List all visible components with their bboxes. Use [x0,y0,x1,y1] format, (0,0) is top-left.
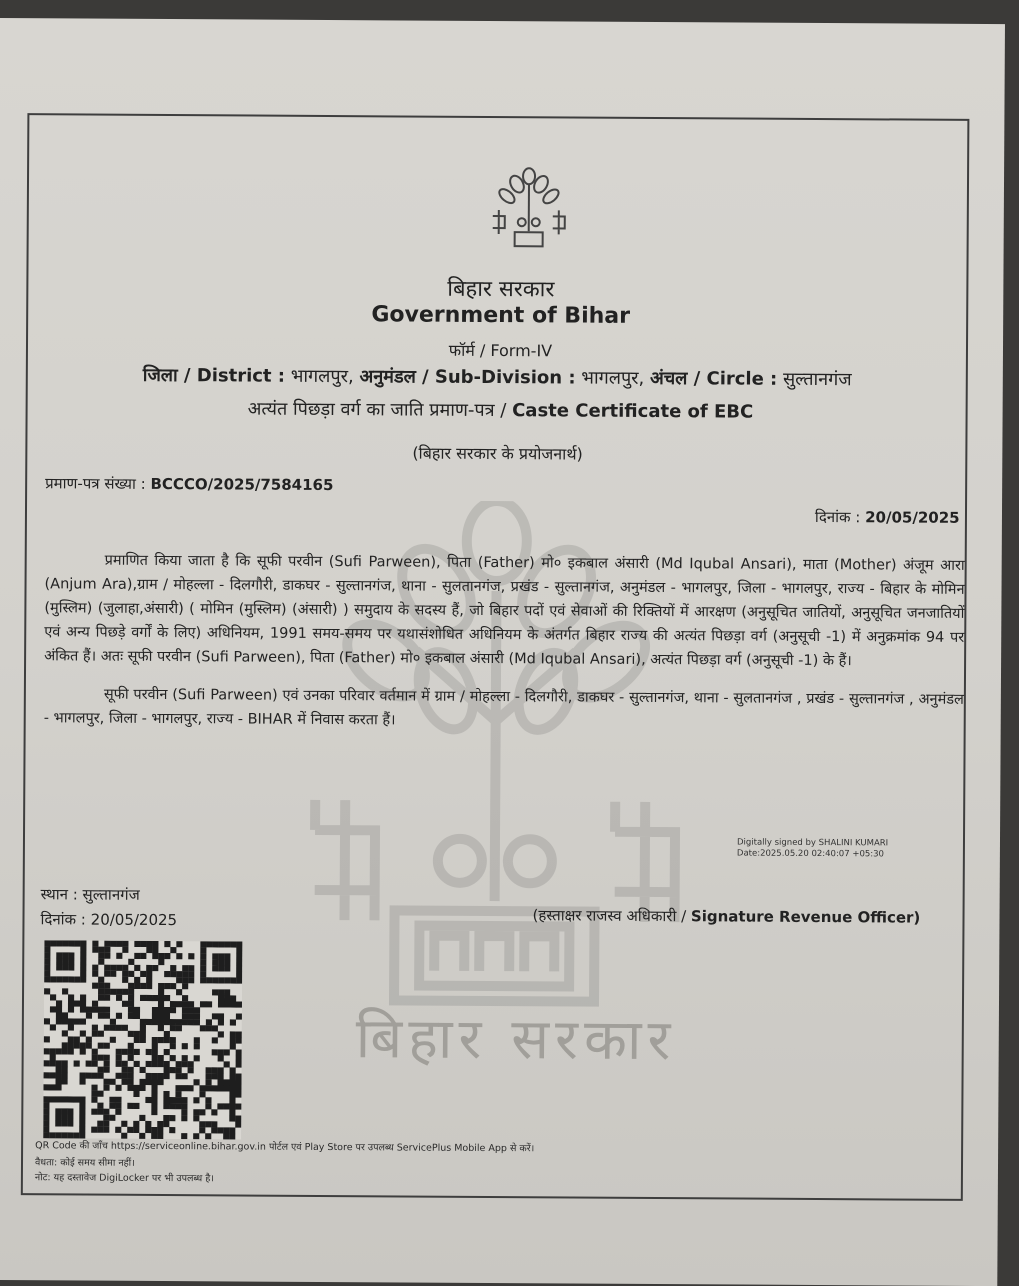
location-line [143,363,852,391]
qr-note: QR Code की जाँच https://serviceonline.bihar.gov.in पोर्टल एवं Play Store पर उपलब्ध ServicePlus Mobile App से करें। [35,1138,534,1154]
circle-value: सुल्तानगंज [783,369,852,390]
certificate-number-label: प्रमाण-पत्र संख्या : [45,474,146,493]
footer-date-value: 20/05/2025 [91,911,178,930]
english-title: Government of Bihar [0,300,1003,331]
issue-date [815,507,960,528]
qr-code-icon [43,940,242,1139]
form-number: फॉर्म / Form-IV [0,336,1003,364]
hindi-title: बिहार सरकार [0,270,1003,306]
digital-signature-signer: Digitally signed by SHALINI KUMARI [737,838,888,850]
digital-signature-date: Date:2025.05.20 02:40:07 +05:30 [737,849,888,861]
subdivision-value: भागलपुर, [581,368,644,389]
certificate-paper [0,18,1005,1286]
body-paragraph-2: सूफी परवीन (Sufi Parween) एवं उनका परिवार वर्तमान में ग्राम / मोहल्ला - दिलगौरी, डाकघर - सुल्तानगंज, थाना - सुलतानगंज , प्रखंड - सुल्तानगंज , अनुमंडल - भागलपुर, जिला - भागलपुर, राज्य - BIHAR में निवास करता हैं। [44,682,964,736]
digital-signature [737,838,888,861]
district-value: भागलपुर, [291,366,354,387]
signature-english: Signature Revenue Officer) [691,907,920,926]
certificate-title-english: Caste Certificate of EBC [512,400,753,422]
body-paragraph-1: प्रमाणित किया जाता है कि सूफी परवीन (Sufi Parween), पिता (Father) मो० इकबाल अंसारी (Md Iqubal Ansari), माता (Mother) अंजूम आरा (Anjum Ara),ग्राम / मोहल्ला - दिलगौरी, डाकघर - सुल्तानगंज, थाना - सुलतानगंज, प्रखंड - सुल्तानगंज, अनुमंडल - भागलपुर, जिला - भागलपुर, राज्य - बिहार के मोमिन (मुस्लिम) (जुलाहा,अंसारी) ( मोमिन (मुस्लिम) (अंसारी) ) समुदाय के सदस्य हैं, जो बिहार पदों एवं सेवाओं की रिक्तियों में आरक्षण (अनुसूचित जातियों, अनुसूचित जनजातियों एवं अन्य पिछड़े वर्गों के लिए) अधिनियम, 1991 समय-समय पर यथासंशोधित अधिनियम के अंतर्गत बिहार राज्य की अत्यंत पिछड़ा वर्ग (अनुसूची -1) में अनुक्रमांक 94 पर अंकित हैं। अतः सूफी परवीन (Sufi Parween), पिता (Father) मो० इकबाल अंसारी (Md Iqubal Ansari), अत्यंत पिछड़ा वर्ग (अनुसूची -1) के हैं। [44,548,965,674]
issue-date-label: दिनांक : [815,508,861,526]
subdivision-label: अनुमंडल / Sub-Division : [359,366,575,388]
digilocker-note: नोट: यह दस्तावेज DigiLocker पर भी उपलब्ध है। [35,1170,214,1184]
place-label: स्थान : [41,885,78,903]
footer-date-label: दिनांक : [40,910,86,928]
signature-hindi: (हस्ताक्षर राजस्व अधिकारी / [532,906,686,925]
bihar-emblem-icon [489,166,570,251]
validity-note: वैधता: कोई समय सीमा नहीं। [35,1155,135,1169]
circle-label: अंचल / Circle : [650,368,777,390]
place-value: सुल्तानगंज [83,886,140,904]
issue-date-value: 20/05/2025 [865,508,960,527]
watermark-text: बिहार सरकार [356,998,677,1076]
certificate-title-hindi: अत्यंत पिछड़ा वर्ग का जाति प्रमाण-पत्र / [248,399,507,422]
district-label: जिला / District : [143,365,285,387]
signature-block [532,905,920,927]
certificate-title [248,397,754,424]
certificate-body [44,548,965,736]
certificate-number-value: BCCCO/2025/7584165 [150,475,333,494]
certificate-purpose: (बिहार सरकार के प्रयोजनार्थ) [412,442,583,465]
place [41,884,140,905]
certificate-number [45,473,333,495]
footer-date [40,909,177,930]
